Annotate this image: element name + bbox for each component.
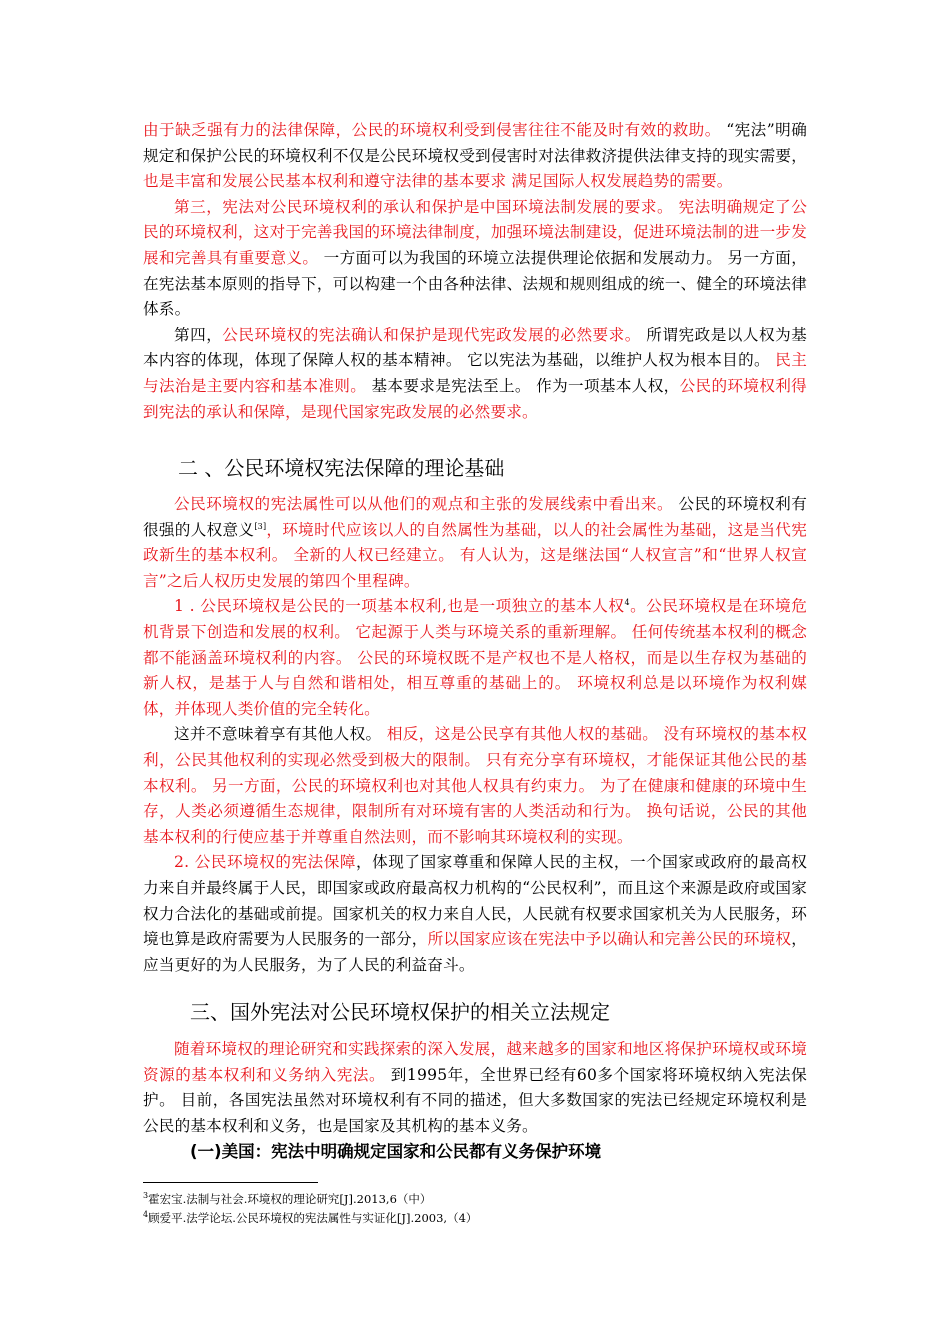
paragraph-fourth-point <box>143 323 807 425</box>
section-2-body <box>143 492 807 978</box>
highlighted-text-run: 1 . 公民环境权是公民的一项基本权利,也是一项独立的基本人权 <box>174 597 625 616</box>
text-run: 公民的环境权利有很强的人权意义 <box>143 495 807 539</box>
highlighted-text-run: 相反，这是公民享有其他人权的基础。 没有环境权的基本权利，公民其他权利的实现必然受到极大的限制。 只有充分享有环境权，才能保证其他公民的基本权利。 另一方面，公民的环境权利也对其他人权具有约束力。 为了在健康和健康的环境中生存，人类必须遵循生态规律，限制所有对环境有害的人类活动和行为。 换句话说，公民的其他基本权利的行使应基于并尊重自然法则，而不影响其环境权利的实现。 <box>143 725 808 846</box>
text-run: ，应当更好的为人民服务，为了人民的利益奋斗。 <box>143 930 807 974</box>
highlighted-text-run: ，环境时代应该以人的自然属性为基础，以人的社会属性为基础，这是当代宪政新生的基本权利。 全新的人权已经建立。 有人认为，这是继法国“人权宣言”和“世界人权宣言”之后人权历史发展的第四个里程碑。 <box>143 520 807 590</box>
text-run: 所谓宪政是以人权为基本内容的体现，体现了保障人权的基本精神。 它以宪法为基础，以维护人权为根本目的。 <box>143 325 807 370</box>
section-1-body <box>143 118 807 425</box>
highlighted-text-run: 2. 公民环境权的宪法保障 <box>174 853 356 872</box>
highlighted-text-run: 公民环境权的宪法确认和保护是现代宪政发展的必然要求。 <box>222 325 641 344</box>
paragraph-other-human-rights <box>143 722 807 850</box>
footnote-4-mark: 4 <box>143 1210 149 1220</box>
text-run: 基本要求是宪法至上。 作为一项基本人权， <box>366 376 680 395</box>
paragraph-third-point <box>143 195 807 323</box>
paragraph-point-2-guarantee <box>143 850 807 978</box>
highlighted-text-run: 。公民环境权是在环境危机背景下创造和发展的权利。 它起源于人类与环境关系的重新理解。 任何传统基本权利的概念都不能涵盖环境权利的内容。 公民的环境权既不是产权也不是人格权，而是以生存权为基础的新人权，是基于人与自然和谐相处，相互尊重的基础上的。 环境权利总是以环境作为权利媒体，并体现人类价值的完全转化。 <box>143 597 808 718</box>
highlighted-text-run: 也是丰富和发展公民基本权利和遵守法律的基本要求 满足国际人权发展趋势的需要。 <box>143 172 733 191</box>
highlighted-text-run: 由于缺乏强有力的法律保障，公民的环境权利受到侵害往往不能及时有效的救助。 <box>143 121 721 139</box>
paragraph-foreign-constitutions <box>143 1037 807 1139</box>
paragraph-constitutional-attribute <box>143 492 807 594</box>
section-3-heading: 三、国外宪法对公民环境权保护的相关立法规定 <box>190 1000 610 1024</box>
text-run: “宪法”明确规定和保护公民的环境权利不仅是公民环境权受到侵害时对法律救济提供法律支持的现实需要， <box>143 121 807 165</box>
footnote-3 <box>143 1191 807 1208</box>
footnote-3-mark: 3 <box>143 1191 149 1201</box>
text-run: 一方面可以为我国的环境立法提供理论依据和发展动力。 另一方面，在宪法基本原则的指导下，可以构建一个由各种法律、法规和规则组成的统一、健全的环境法律体系。 <box>143 248 807 319</box>
footnote-4-text: 顾爱平.法学论坛.公民环境权的宪法属性与实证化[J].2003,（4） <box>148 1211 478 1225</box>
text-run: ，体现了国家尊重和保障人民的主权，一个国家或政府的最高权力来自并最终属于人民，即国家或政府最高权力机构的“公民权利”，而且这个来源是政府或国家权力合法化的基础或前提。国家机关的权力来自人民，人民就有权要求国家机关为人民服务，环境也算是政府需要为人民服务的一部分， <box>143 853 807 949</box>
citation-mark: 4 <box>624 598 630 608</box>
section-2-heading: 二 、公民环境权宪法保障的理论基础 <box>178 456 505 480</box>
footnote-4 <box>143 1210 807 1227</box>
section-3-body <box>143 1037 807 1139</box>
citation-mark: [3] <box>254 521 267 531</box>
paragraph-point-1-basic-right <box>143 594 807 722</box>
text-run: 第四， <box>174 325 223 344</box>
footnote-3-text: 霍宏宝.法制与社会.环境权的理论研究[J].2013,6（中） <box>148 1192 432 1206</box>
highlighted-text-run: 随着环境权的理论研究和实践探索的深入发展，越来越多的国家和地区将保护环境权或环境资源的基本权利和义务纳入宪法。 <box>143 1040 807 1084</box>
subheading-usa: (一)美国：宪法中明确规定国家和公民都有义务保护环境 <box>190 1142 602 1161</box>
footnote-separator <box>143 1182 318 1183</box>
highlighted-text-run: 所以国家应该在宪法中予以确认和完善公民的环境权 <box>427 930 792 949</box>
text-run: 到1995年，全世界已经有60多个国家将环境权纳入宪法保护。 目前，各国宪法虽然对环境权利有不同的描述，但大多数国家的宪法已经规定环境权利是公民的基本权利和义务，也是国家及其机构的基本义务。 <box>143 1065 807 1135</box>
highlighted-text-run: 公民环境权的宪法属性可以从他们的观点和主张的发展线索中看出来。 <box>174 495 674 513</box>
highlighted-text-run: 公民的环境权利得到宪法的承认和保障，是现代国家宪政发展的必然要求。 <box>143 376 807 421</box>
highlighted-text-run: 第三，宪法对公民环境权利的承认和保护是中国环境法制发展的要求。 宪法明确规定了公民的环境权利，这对于完善我国的环境法律制度，加强环境法制建设，促进环境法制的进一步发展和完善具有重要意义。 <box>143 197 807 267</box>
text-run: 这并不意味着享有其他人权。 <box>174 725 382 744</box>
paragraph-legal-guarantee <box>143 118 807 195</box>
highlighted-text-run: 民主与法治是主要内容和基本准则。 <box>143 351 807 395</box>
